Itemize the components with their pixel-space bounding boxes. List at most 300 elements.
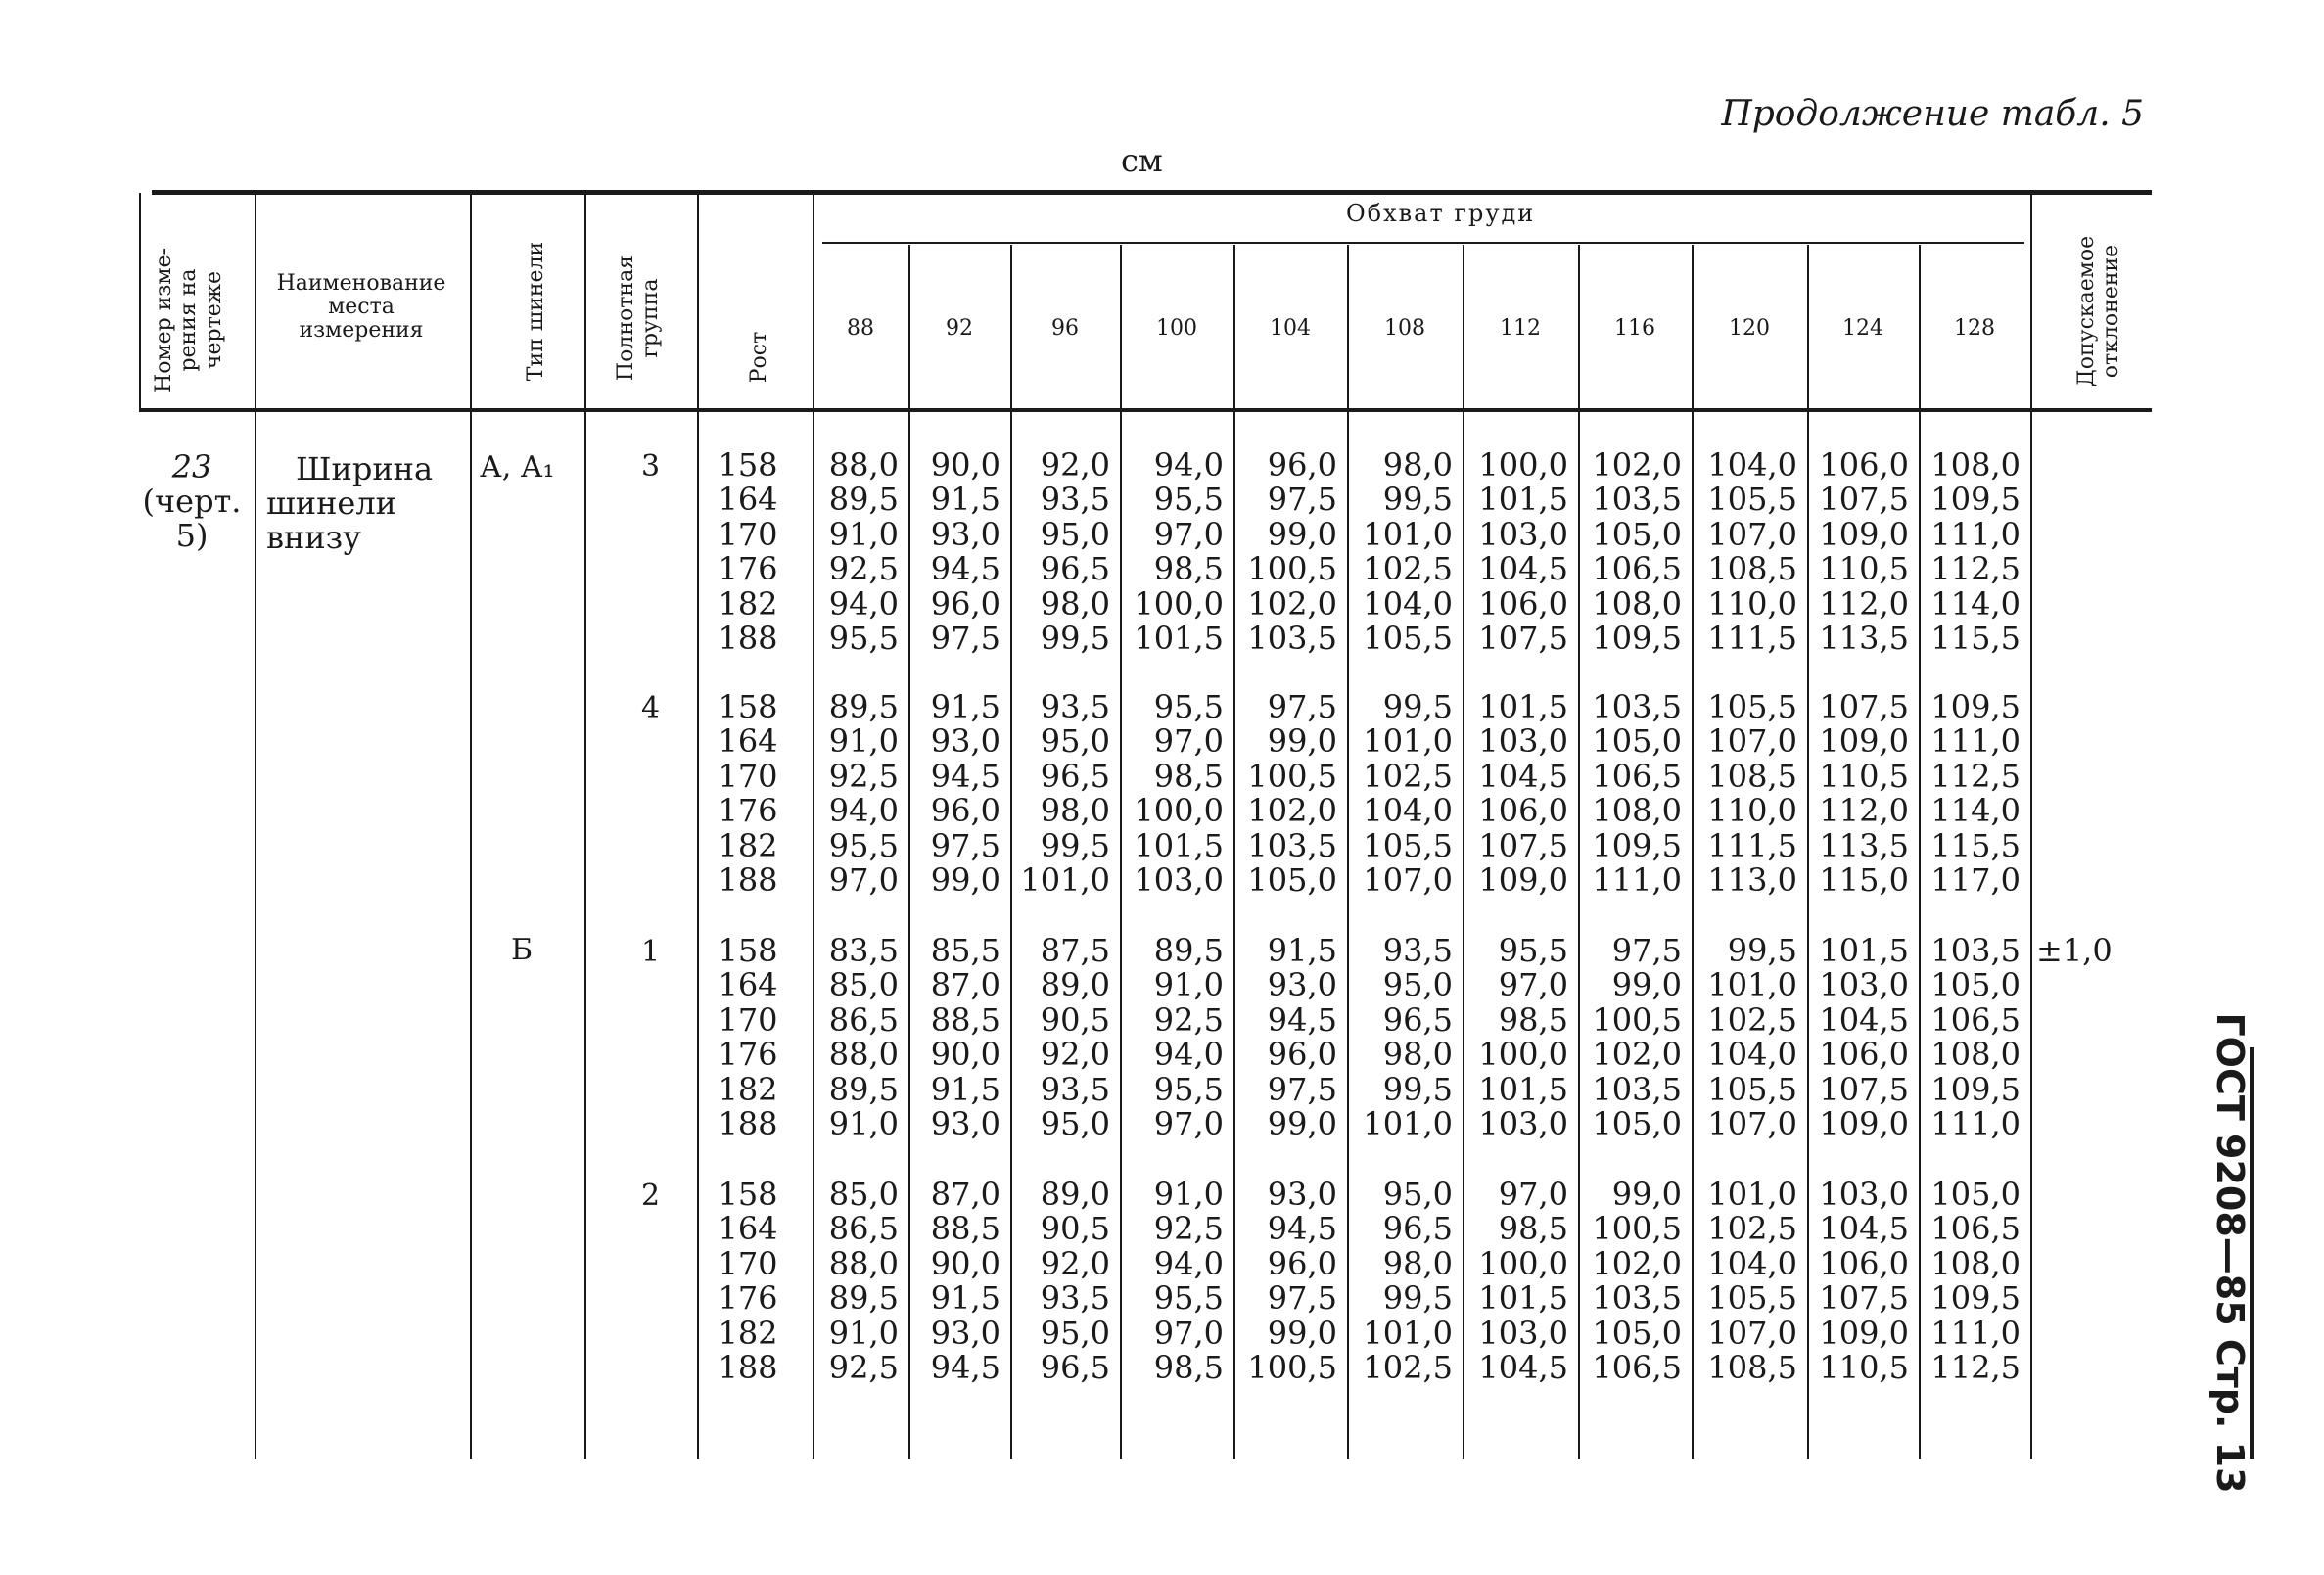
value-cell: 98,0 bbox=[1382, 1244, 1453, 1282]
value-cell: 104,0 bbox=[1363, 792, 1453, 830]
value-cell: 105,0 bbox=[1247, 861, 1337, 900]
value-cell: 99,0 bbox=[1611, 1175, 1682, 1213]
value-cell: 103,5 bbox=[1592, 1070, 1682, 1108]
header-height: Рост bbox=[747, 331, 771, 384]
chest-header-rule bbox=[822, 242, 2024, 244]
value-cell: 108,0 bbox=[1592, 792, 1682, 830]
value-cell: 85,5 bbox=[930, 931, 1000, 969]
value-cell: 101,5 bbox=[1478, 687, 1568, 725]
value-cell: 89,0 bbox=[1040, 1175, 1110, 1213]
value-cell: 109,5 bbox=[1930, 481, 2021, 519]
value-cell: 89,0 bbox=[1040, 966, 1110, 1004]
height-cell: 176 bbox=[718, 792, 778, 830]
value-cell: 115,5 bbox=[1930, 620, 2021, 658]
value-cell: 85,0 bbox=[828, 1175, 899, 1213]
chest-value-header: 116 bbox=[1614, 316, 1655, 341]
value-cell: 105,5 bbox=[1707, 481, 1797, 519]
value-cell: 99,5 bbox=[1382, 1279, 1453, 1318]
value-cell: 101,0 bbox=[1363, 1314, 1453, 1352]
item-number: 23 (черт. 5) bbox=[142, 448, 242, 555]
value-cell: 94,0 bbox=[1153, 445, 1224, 484]
value-cell: 102,5 bbox=[1363, 550, 1453, 588]
value-cell: 110,0 bbox=[1707, 584, 1797, 623]
value-cell: 107,5 bbox=[1478, 620, 1568, 658]
value-cell: 109,5 bbox=[1930, 1070, 2021, 1108]
height-cell: 176 bbox=[718, 550, 778, 588]
value-cell: 102,0 bbox=[1247, 584, 1337, 623]
value-cell: 97,0 bbox=[1498, 966, 1568, 1004]
fullness-group-value: 3 bbox=[641, 449, 661, 484]
value-cell: 111,5 bbox=[1707, 826, 1797, 864]
table-row bbox=[713, 483, 2030, 518]
height-cell: 170 bbox=[718, 757, 778, 795]
value-cell: 109,0 bbox=[1819, 722, 1909, 761]
tolerance-value: ±1,0 bbox=[2036, 932, 2113, 969]
value-cell: 91,0 bbox=[1153, 1175, 1224, 1213]
value-cell: 105,5 bbox=[1363, 826, 1453, 864]
value-cell: 95,5 bbox=[1153, 1279, 1224, 1318]
value-cell: 91,5 bbox=[930, 1070, 1000, 1108]
value-cell: 88,5 bbox=[930, 1210, 1000, 1248]
value-cell: 99,0 bbox=[1267, 722, 1337, 761]
data-block bbox=[713, 689, 2030, 898]
value-cell: 100,5 bbox=[1247, 550, 1337, 588]
value-cell: 95,0 bbox=[1382, 1175, 1453, 1213]
value-cell: 92,0 bbox=[1040, 445, 1110, 484]
value-cell: 102,5 bbox=[1363, 757, 1453, 795]
value-cell: 90,0 bbox=[930, 1036, 1000, 1074]
height-cell: 170 bbox=[718, 1244, 778, 1282]
header-bottom-rule bbox=[139, 408, 2152, 412]
header-item-number: Номер изме- рения на чертеже bbox=[152, 248, 226, 393]
value-cell: 93,5 bbox=[1040, 687, 1110, 725]
value-cell: 94,0 bbox=[828, 584, 899, 623]
value-cell: 97,0 bbox=[1153, 515, 1224, 553]
value-cell: 105,0 bbox=[1930, 1175, 2021, 1213]
value-cell: 97,0 bbox=[828, 861, 899, 900]
value-cell: 96,0 bbox=[930, 584, 1000, 623]
value-cell: 108,0 bbox=[1592, 584, 1682, 623]
value-cell: 93,5 bbox=[1040, 1070, 1110, 1108]
coat-type-a: А, А₁ bbox=[480, 450, 555, 485]
value-cell: 91,0 bbox=[1153, 966, 1224, 1004]
value-cell: 95,5 bbox=[1498, 931, 1568, 969]
value-cell: 106,5 bbox=[1592, 550, 1682, 588]
value-cell: 99,5 bbox=[1382, 481, 1453, 519]
value-cell: 101,5 bbox=[1134, 620, 1224, 658]
height-cell: 164 bbox=[718, 481, 778, 519]
value-cell: 104,5 bbox=[1478, 757, 1568, 795]
value-cell: 90,5 bbox=[1040, 1210, 1110, 1248]
side-label bbox=[2201, 1012, 2259, 1494]
value-cell: 112,5 bbox=[1930, 550, 2021, 588]
table-row bbox=[713, 517, 2030, 552]
value-cell: 89,5 bbox=[828, 481, 899, 519]
value-cell: 105,0 bbox=[1592, 1314, 1682, 1352]
value-cell: 101,0 bbox=[1020, 861, 1110, 900]
table-row bbox=[713, 1351, 2030, 1386]
table-row bbox=[713, 1246, 2030, 1281]
chest-value-header: 108 bbox=[1384, 316, 1425, 341]
chest-value-header: 120 bbox=[1729, 316, 1770, 341]
height-cell: 188 bbox=[718, 861, 778, 900]
value-cell: 89,5 bbox=[828, 687, 899, 725]
value-cell: 94,0 bbox=[1153, 1036, 1224, 1074]
value-cell: 92,5 bbox=[1153, 1210, 1224, 1248]
value-cell: 91,5 bbox=[930, 687, 1000, 725]
value-cell: 96,0 bbox=[1267, 1244, 1337, 1282]
table-row bbox=[713, 1002, 2030, 1038]
value-cell: 101,0 bbox=[1363, 515, 1453, 553]
value-cell: 97,0 bbox=[1498, 1175, 1568, 1213]
value-cell: 91,0 bbox=[828, 515, 899, 553]
value-cell: 101,5 bbox=[1478, 1279, 1568, 1318]
value-cell: 110,0 bbox=[1707, 792, 1797, 830]
chest-value-header: 124 bbox=[1842, 316, 1883, 341]
value-cell: 108,0 bbox=[1930, 445, 2021, 484]
value-cell: 93,5 bbox=[1040, 1279, 1110, 1318]
value-cell: 94,0 bbox=[828, 792, 899, 830]
value-cell: 95,0 bbox=[1040, 1314, 1110, 1352]
value-cell: 98,0 bbox=[1382, 445, 1453, 484]
header-chest-girth: Обхват груди bbox=[1346, 200, 1536, 227]
table-row bbox=[713, 1281, 2030, 1317]
value-cell: 114,0 bbox=[1930, 792, 2021, 830]
continuation-title: Продолжение табл. 5 bbox=[1721, 94, 2144, 134]
value-cell: 107,0 bbox=[1707, 1314, 1797, 1352]
header-left-rule bbox=[139, 193, 141, 410]
table-row bbox=[713, 1072, 2030, 1107]
value-cell: 108,5 bbox=[1707, 757, 1797, 795]
value-cell: 105,0 bbox=[1592, 1105, 1682, 1143]
value-cell: 111,0 bbox=[1930, 515, 2021, 553]
coat-type-b: Б bbox=[511, 933, 534, 967]
value-cell: 100,5 bbox=[1592, 1210, 1682, 1248]
value-cell: 105,5 bbox=[1707, 687, 1797, 725]
height-cell: 170 bbox=[718, 1000, 778, 1039]
value-cell: 107,5 bbox=[1819, 1070, 1909, 1108]
value-cell: 92,5 bbox=[828, 550, 899, 588]
value-cell: 99,5 bbox=[1040, 620, 1110, 658]
height-cell: 182 bbox=[718, 584, 778, 623]
height-cell: 182 bbox=[718, 1070, 778, 1108]
value-cell: 97,0 bbox=[1153, 1314, 1224, 1352]
value-cell: 92,5 bbox=[1153, 1000, 1224, 1039]
table-row bbox=[713, 1107, 2030, 1142]
value-cell: 86,5 bbox=[828, 1210, 899, 1248]
chest-value-header: 104 bbox=[1270, 316, 1311, 341]
value-cell: 93,5 bbox=[1382, 931, 1453, 969]
value-cell: 98,5 bbox=[1498, 1000, 1568, 1039]
value-cell: 111,0 bbox=[1930, 1105, 2021, 1143]
value-cell: 106,0 bbox=[1478, 584, 1568, 623]
height-cell: 164 bbox=[718, 966, 778, 1004]
value-cell: 103,5 bbox=[1247, 620, 1337, 658]
value-cell: 111,0 bbox=[1930, 722, 2021, 761]
fullness-group-value: 4 bbox=[641, 691, 661, 725]
value-cell: 103,5 bbox=[1592, 481, 1682, 519]
value-cell: 110,5 bbox=[1819, 550, 1909, 588]
unit-label: см bbox=[1121, 142, 1163, 179]
height-cell: 164 bbox=[718, 722, 778, 761]
value-cell: 101,0 bbox=[1363, 1105, 1453, 1143]
value-cell: 91,0 bbox=[828, 722, 899, 761]
value-cell: 110,5 bbox=[1819, 1349, 1909, 1387]
value-cell: 104,5 bbox=[1478, 550, 1568, 588]
value-cell: 91,5 bbox=[1267, 931, 1337, 969]
value-cell: 102,5 bbox=[1707, 1000, 1797, 1039]
value-cell: 104,0 bbox=[1363, 584, 1453, 623]
value-cell: 102,0 bbox=[1592, 1244, 1682, 1282]
value-cell: 103,5 bbox=[1592, 1279, 1682, 1318]
value-cell: 92,0 bbox=[1040, 1036, 1110, 1074]
value-cell: 112,5 bbox=[1930, 1349, 2021, 1387]
value-cell: 99,5 bbox=[1382, 687, 1453, 725]
value-cell: 96,5 bbox=[1040, 757, 1110, 795]
value-cell: 93,0 bbox=[930, 1314, 1000, 1352]
value-cell: 90,0 bbox=[930, 445, 1000, 484]
value-cell: 103,0 bbox=[1134, 861, 1224, 900]
value-cell: 105,0 bbox=[1592, 722, 1682, 761]
value-cell: 111,5 bbox=[1707, 620, 1797, 658]
value-cell: 106,5 bbox=[1930, 1000, 2021, 1039]
value-cell: 88,0 bbox=[828, 1036, 899, 1074]
value-cell: 101,0 bbox=[1707, 966, 1797, 1004]
value-cell: 113,5 bbox=[1819, 826, 1909, 864]
value-cell: 96,0 bbox=[1267, 445, 1337, 484]
table-row bbox=[713, 622, 2030, 657]
value-cell: 98,0 bbox=[1040, 584, 1110, 623]
value-cell: 105,5 bbox=[1707, 1070, 1797, 1108]
value-cell: 117,0 bbox=[1930, 861, 2021, 900]
value-cell: 106,0 bbox=[1819, 1244, 1909, 1282]
value-cell: 103,0 bbox=[1478, 1105, 1568, 1143]
value-cell: 98,5 bbox=[1153, 550, 1224, 588]
value-cell: 107,5 bbox=[1819, 481, 1909, 519]
value-cell: 92,5 bbox=[828, 1349, 899, 1387]
value-cell: 91,5 bbox=[930, 481, 1000, 519]
value-cell: 111,0 bbox=[1930, 1314, 2021, 1352]
value-cell: 95,0 bbox=[1382, 966, 1453, 1004]
height-cell: 158 bbox=[718, 687, 778, 725]
value-cell: 107,0 bbox=[1363, 861, 1453, 900]
value-cell: 100,5 bbox=[1247, 757, 1337, 795]
table-row bbox=[713, 689, 2030, 724]
value-cell: 107,5 bbox=[1819, 687, 1909, 725]
value-cell: 99,0 bbox=[930, 861, 1000, 900]
value-cell: 93,0 bbox=[930, 515, 1000, 553]
value-cell: 93,0 bbox=[930, 722, 1000, 761]
value-cell: 86,5 bbox=[828, 1000, 899, 1039]
value-cell: 94,5 bbox=[930, 550, 1000, 588]
value-cell: 101,0 bbox=[1363, 722, 1453, 761]
value-cell: 105,5 bbox=[1363, 620, 1453, 658]
value-cell: 96,5 bbox=[1040, 550, 1110, 588]
table-row bbox=[713, 1038, 2030, 1073]
value-cell: 98,5 bbox=[1153, 757, 1224, 795]
side-label-text: ГОСТ 9208—85 Стр. 13 bbox=[2208, 1012, 2252, 1494]
header-fullness-group: Полнотная группа bbox=[614, 255, 664, 382]
value-cell: 106,5 bbox=[1930, 1210, 2021, 1248]
data-block bbox=[713, 1177, 2030, 1385]
height-cell: 170 bbox=[718, 515, 778, 553]
value-cell: 111,0 bbox=[1592, 861, 1682, 900]
value-cell: 109,5 bbox=[1592, 620, 1682, 658]
value-cell: 96,5 bbox=[1382, 1000, 1453, 1039]
value-cell: 102,5 bbox=[1363, 1349, 1453, 1387]
value-cell: 103,0 bbox=[1819, 1175, 1909, 1213]
value-cell: 83,5 bbox=[828, 931, 899, 969]
value-cell: 96,5 bbox=[1040, 1349, 1110, 1387]
value-cell: 112,0 bbox=[1819, 584, 1909, 623]
value-cell: 97,5 bbox=[1267, 687, 1337, 725]
value-cell: 101,5 bbox=[1478, 481, 1568, 519]
value-cell: 91,0 bbox=[828, 1105, 899, 1143]
value-cell: 90,0 bbox=[930, 1244, 1000, 1282]
column-rule bbox=[255, 193, 256, 1459]
value-cell: 101,0 bbox=[1707, 1175, 1797, 1213]
value-cell: 102,0 bbox=[1592, 445, 1682, 484]
value-cell: 87,0 bbox=[930, 966, 1000, 1004]
data-block bbox=[713, 447, 2030, 656]
value-cell: 89,5 bbox=[828, 1070, 899, 1108]
value-cell: 95,5 bbox=[828, 620, 899, 658]
value-cell: 108,0 bbox=[1930, 1036, 2021, 1074]
value-cell: 112,0 bbox=[1819, 792, 1909, 830]
value-cell: 99,5 bbox=[1727, 931, 1797, 969]
column-rule bbox=[470, 193, 472, 1459]
value-cell: 106,0 bbox=[1819, 445, 1909, 484]
value-cell: 93,0 bbox=[1267, 966, 1337, 1004]
value-cell: 100,0 bbox=[1134, 792, 1224, 830]
value-cell: 106,0 bbox=[1478, 792, 1568, 830]
value-cell: 103,0 bbox=[1478, 722, 1568, 761]
value-cell: 104,0 bbox=[1707, 445, 1797, 484]
value-cell: 93,0 bbox=[1267, 1175, 1337, 1213]
value-cell: 88,5 bbox=[930, 1000, 1000, 1039]
value-cell: 106,5 bbox=[1592, 757, 1682, 795]
value-cell: 97,5 bbox=[1611, 931, 1682, 969]
value-cell: 93,0 bbox=[930, 1105, 1000, 1143]
value-cell: 97,5 bbox=[930, 826, 1000, 864]
value-cell: 108,0 bbox=[1930, 1244, 2021, 1282]
value-cell: 88,0 bbox=[828, 445, 899, 484]
value-cell: 92,0 bbox=[1040, 1244, 1110, 1282]
value-cell: 105,5 bbox=[1707, 1279, 1797, 1318]
value-cell: 101,5 bbox=[1819, 931, 1909, 969]
value-cell: 100,5 bbox=[1247, 1349, 1337, 1387]
value-cell: 109,0 bbox=[1819, 1314, 1909, 1352]
value-cell: 103,0 bbox=[1478, 1314, 1568, 1352]
value-cell: 115,5 bbox=[1930, 826, 2021, 864]
value-cell: 87,5 bbox=[1040, 931, 1110, 969]
value-cell: 95,5 bbox=[1153, 481, 1224, 519]
value-cell: 107,0 bbox=[1707, 1105, 1797, 1143]
table-row bbox=[713, 968, 2030, 1003]
chest-value-header: 128 bbox=[1954, 316, 1995, 341]
header-tolerance: Допускаемое отклонение bbox=[2074, 235, 2124, 388]
value-cell: 99,5 bbox=[1040, 826, 1110, 864]
value-cell: 97,5 bbox=[1267, 481, 1337, 519]
value-cell: 96,5 bbox=[1382, 1210, 1453, 1248]
value-cell: 89,5 bbox=[828, 1279, 899, 1318]
value-cell: 98,5 bbox=[1498, 1210, 1568, 1248]
value-cell: 99,5 bbox=[1382, 1070, 1453, 1108]
height-cell: 188 bbox=[718, 1105, 778, 1143]
header-measurement-name: Наименование места измерения bbox=[276, 271, 446, 344]
height-cell: 176 bbox=[718, 1036, 778, 1074]
value-cell: 113,0 bbox=[1707, 861, 1797, 900]
value-cell: 98,0 bbox=[1382, 1036, 1453, 1074]
value-cell: 95,0 bbox=[1040, 515, 1110, 553]
value-cell: 98,0 bbox=[1040, 792, 1110, 830]
value-cell: 114,0 bbox=[1930, 584, 2021, 623]
value-cell: 96,0 bbox=[930, 792, 1000, 830]
value-cell: 101,5 bbox=[1134, 826, 1224, 864]
table-row bbox=[713, 552, 2030, 587]
value-cell: 88,0 bbox=[828, 1244, 899, 1282]
table-row bbox=[713, 863, 2030, 899]
value-cell: 107,5 bbox=[1478, 826, 1568, 864]
value-cell: 104,5 bbox=[1478, 1349, 1568, 1387]
value-cell: 108,5 bbox=[1707, 1349, 1797, 1387]
table-top-rule bbox=[152, 190, 2152, 195]
value-cell: 112,5 bbox=[1930, 757, 2021, 795]
value-cell: 103,0 bbox=[1478, 515, 1568, 553]
value-cell: 100,0 bbox=[1478, 445, 1568, 484]
value-cell: 95,5 bbox=[1153, 687, 1224, 725]
height-cell: 188 bbox=[718, 620, 778, 658]
value-cell: 91,5 bbox=[930, 1279, 1000, 1318]
value-cell: 95,5 bbox=[1153, 1070, 1224, 1108]
value-cell: 93,5 bbox=[1040, 481, 1110, 519]
value-cell: 99,0 bbox=[1267, 1314, 1337, 1352]
value-cell: 109,0 bbox=[1478, 861, 1568, 900]
chest-value-header: 96 bbox=[1051, 316, 1079, 341]
value-cell: 103,0 bbox=[1819, 966, 1909, 1004]
fullness-group-value: 2 bbox=[641, 1179, 661, 1213]
height-cell: 158 bbox=[718, 1175, 778, 1213]
value-cell: 87,0 bbox=[930, 1175, 1000, 1213]
table-row bbox=[713, 1177, 2030, 1212]
height-cell: 182 bbox=[718, 826, 778, 864]
value-cell: 97,5 bbox=[930, 620, 1000, 658]
value-cell: 91,0 bbox=[828, 1314, 899, 1352]
value-cell: 100,0 bbox=[1134, 584, 1224, 623]
table-row bbox=[713, 724, 2030, 760]
height-cell: 176 bbox=[718, 1279, 778, 1318]
value-cell: 94,5 bbox=[1267, 1000, 1337, 1039]
value-cell: 107,0 bbox=[1707, 722, 1797, 761]
height-cell: 188 bbox=[718, 1349, 778, 1387]
value-cell: 103,5 bbox=[1930, 931, 2021, 969]
header-coat-type: Тип шинели bbox=[524, 241, 548, 382]
value-cell: 100,0 bbox=[1478, 1036, 1568, 1074]
value-cell: 92,5 bbox=[828, 757, 899, 795]
value-cell: 109,5 bbox=[1930, 1279, 2021, 1318]
value-cell: 101,5 bbox=[1478, 1070, 1568, 1108]
value-cell: 105,0 bbox=[1930, 966, 2021, 1004]
chest-value-header: 88 bbox=[847, 316, 874, 341]
value-cell: 94,0 bbox=[1153, 1244, 1224, 1282]
chest-value-header: 100 bbox=[1156, 316, 1197, 341]
value-cell: 102,5 bbox=[1707, 1210, 1797, 1248]
value-cell: 108,5 bbox=[1707, 550, 1797, 588]
value-cell: 94,5 bbox=[930, 1349, 1000, 1387]
value-cell: 97,5 bbox=[1267, 1279, 1337, 1318]
value-cell: 103,5 bbox=[1592, 687, 1682, 725]
value-cell: 110,5 bbox=[1819, 757, 1909, 795]
